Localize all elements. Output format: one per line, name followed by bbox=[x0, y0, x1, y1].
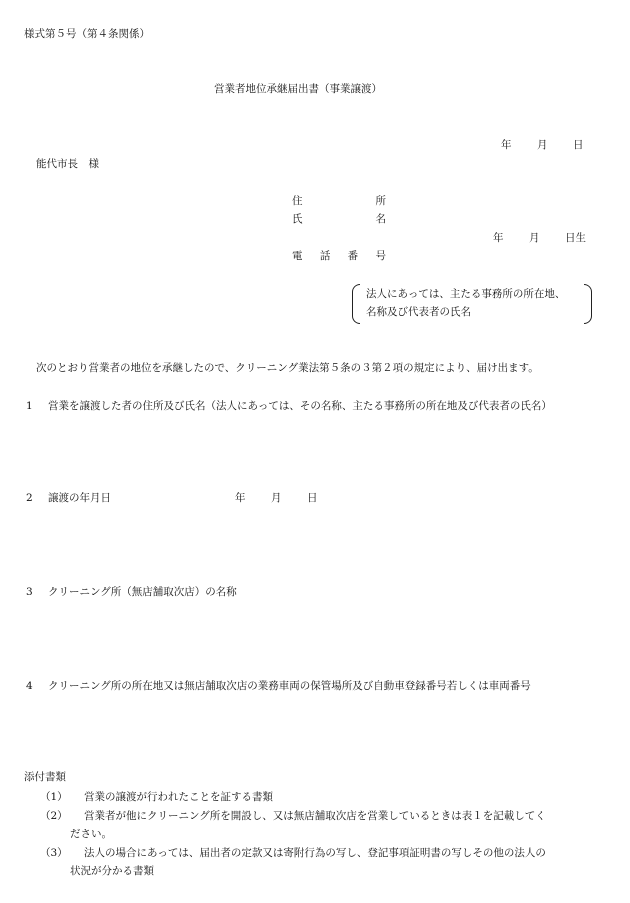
form-number: 様式第５号（第４条関係） bbox=[24, 28, 150, 40]
left-bracket bbox=[352, 284, 360, 324]
attachment-number: （1） bbox=[40, 791, 68, 803]
birth-month: 月 bbox=[529, 232, 540, 244]
date-month: 月 bbox=[537, 139, 548, 151]
attachment-text: 営業者が他にクリーニング所を開設し、又は無店舗取次店を営業しているときは表１を記載してく bbox=[84, 810, 546, 822]
name-label-char: 名 bbox=[375, 213, 386, 225]
item-number: 4 bbox=[26, 680, 33, 692]
address-label bbox=[292, 196, 386, 207]
name-label-char: 氏 bbox=[292, 213, 303, 225]
attachment-text: 状況が分かる書類 bbox=[70, 865, 154, 877]
attachment-number: （2） bbox=[40, 810, 68, 822]
attachments-heading: 添付書類 bbox=[24, 771, 66, 783]
phone-label-char: 電 bbox=[292, 250, 303, 262]
item-text: 営業を譲渡した者の住所及び氏名（法人にあっては、その名称、主たる事務所の所在地及び代表者の氏名） bbox=[48, 400, 552, 412]
item-text: クリーニング所の所在地又は無店舗取次店の業務車両の保管場所及び自動車登録番号若しくは車両番号 bbox=[48, 680, 531, 692]
right-bracket bbox=[584, 284, 592, 324]
transfer-month: 月 bbox=[271, 492, 282, 504]
item-text: クリーニング所（無店舗取次店）の名称 bbox=[48, 586, 237, 598]
date-day: 日 bbox=[573, 139, 584, 151]
document-title: 営業者地位承継届出書（事業譲渡） bbox=[214, 83, 382, 95]
corporation-note-line: 名称及び代表者の氏名 bbox=[366, 306, 471, 318]
phone-label bbox=[292, 251, 386, 262]
transfer-day: 日 bbox=[307, 492, 318, 504]
attachment-number: （3） bbox=[40, 847, 68, 859]
phone-label-char: 号 bbox=[375, 250, 386, 262]
address-label-char: 所 bbox=[375, 195, 386, 207]
phone-label-char: 番 bbox=[347, 250, 359, 262]
item-number: 2 bbox=[26, 492, 33, 504]
attachment-text: 法人の場合にあっては、届出者の定款又は寄附行為の写し、登記事項証明書の写しその他の法人の bbox=[84, 847, 546, 859]
corporation-note-bracket bbox=[352, 284, 592, 324]
item-text: 譲渡の年月日 bbox=[48, 492, 111, 504]
attachment-text: 営業の譲渡が行われたことを証する書類 bbox=[84, 791, 273, 803]
transfer-year: 年 bbox=[235, 492, 246, 504]
name-label bbox=[292, 214, 386, 225]
phone-label-char: 話 bbox=[319, 250, 331, 262]
corporation-note-line: 法人にあっては、主たる事務所の所在地、 bbox=[366, 288, 566, 300]
birth-day: 日生 bbox=[565, 232, 586, 244]
address-label-char: 住 bbox=[292, 195, 303, 207]
birth-year: 年 bbox=[493, 232, 504, 244]
date-year: 年 bbox=[501, 139, 512, 151]
body-statement: 次のとおり営業者の地位を承継したので、クリーニング業法第５条の３第２項の規定により、届け出ます。 bbox=[36, 362, 539, 374]
attachment-text: ださい。 bbox=[70, 828, 112, 840]
item-number: 3 bbox=[26, 586, 33, 598]
addressee: 能代市長 様 bbox=[36, 158, 99, 170]
item-number: 1 bbox=[26, 400, 33, 412]
